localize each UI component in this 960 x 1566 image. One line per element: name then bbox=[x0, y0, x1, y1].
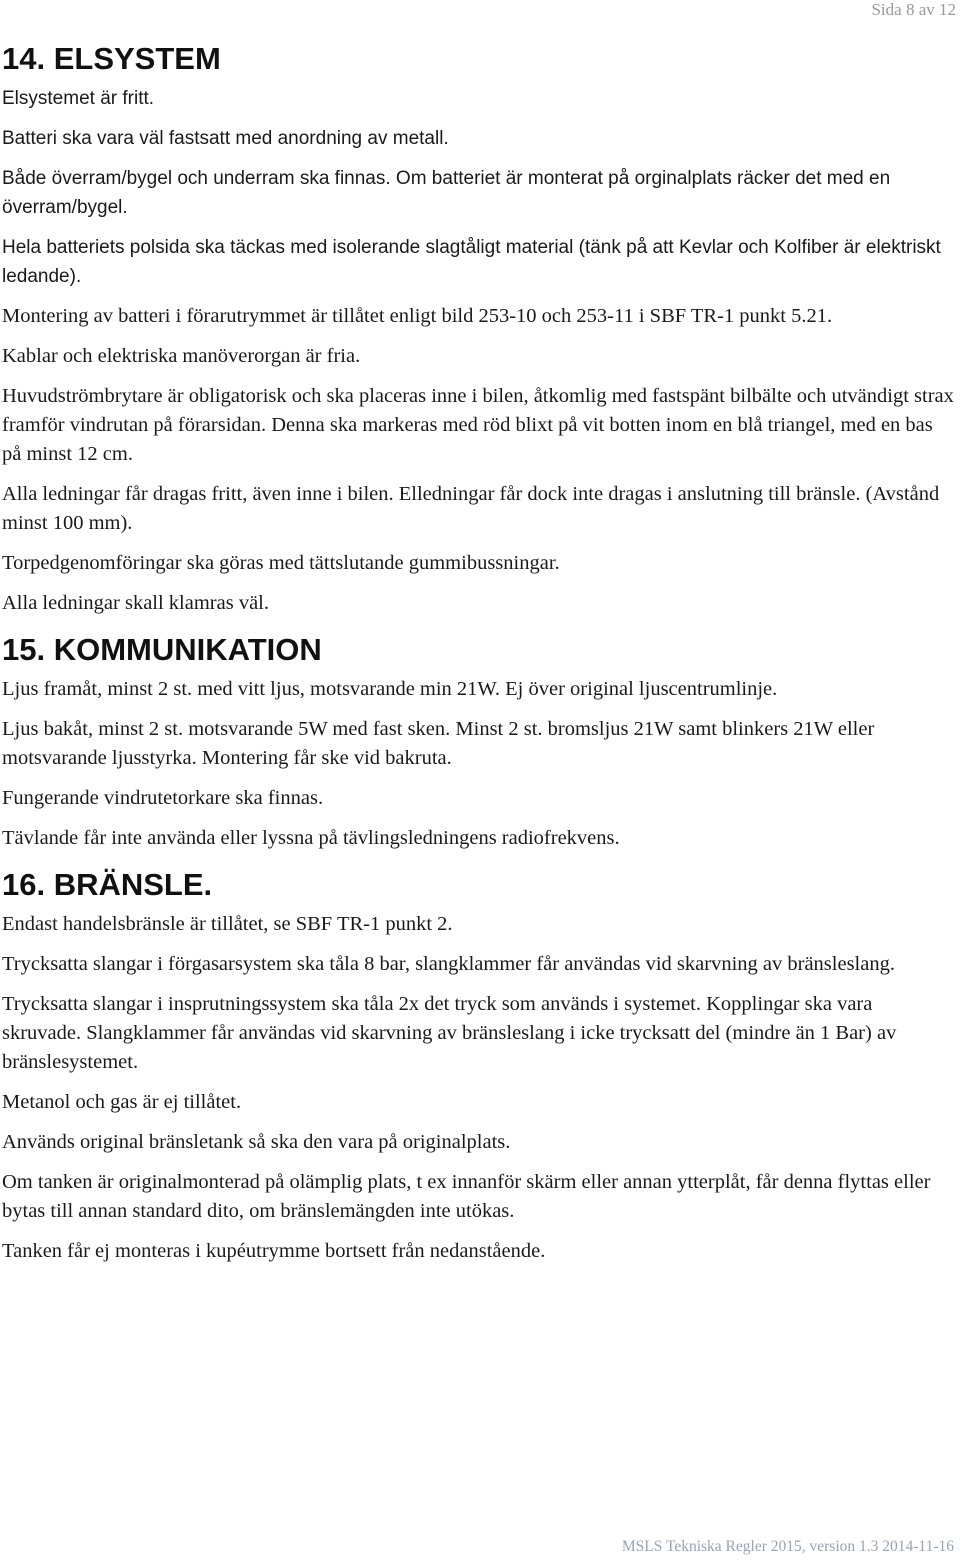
paragraph: Montering av batteri i förarutrymmet är tillåtet enligt bild 253-10 och 253-11 i SBF TR-1 punkt 5.21. bbox=[2, 305, 833, 327]
page-current: 8 bbox=[905, 0, 915, 19]
paragraph: Både överram/bygel och underram ska finnas. Om batteriet är monterat på orginalplats räcker det med en överram/bygel. bbox=[2, 168, 891, 218]
paragraph: Metanol och gas är ej tillåtet. bbox=[2, 1091, 242, 1113]
paragraph: Batteri ska vara väl fastsatt med anordning av metall. bbox=[2, 128, 449, 149]
page-of: av bbox=[918, 0, 935, 19]
paragraph: Endast handelsbränsle är tillåtet, se SBF TR-1 punkt 2. bbox=[2, 913, 453, 935]
section-heading: 16. BRÄNSLE. bbox=[2, 867, 213, 902]
paragraph: Torpedgenomföringar ska göras med tättslutande gummibussningar. bbox=[2, 552, 560, 574]
paragraph: Används original bränsletank så ska den vara på originalplats. bbox=[2, 1131, 511, 1153]
paragraph: Tävlande får inte använda eller lyssna på tävlingsledningens radiofrekvens. bbox=[2, 827, 620, 849]
section-elsystem bbox=[2, 38, 956, 618]
paragraph: Kablar och elektriska manöverorgan är fria. bbox=[2, 345, 361, 367]
page-number bbox=[871, 0, 956, 20]
paragraph: Alla ledningar skall klamras väl. bbox=[2, 592, 269, 614]
section-heading: 14. ELSYSTEM bbox=[2, 41, 221, 76]
paragraph: Ljus framåt, minst 2 st. med vitt ljus, motsvarande min 21W. Ej över original ljuscentrumlinje. bbox=[2, 678, 778, 700]
page-footer: MSLS Tekniska Regler 2015, version 1.3 2014-11-16 bbox=[621, 1538, 954, 1555]
paragraph: Huvudströmbrytare är obligatorisk och ska placeras inne i bilen, åtkomlig med fastspänt bilbälte och utvändigt strax framför vindrutan på förarsidan. Denna ska markeras med röd blixt på vit botten inom en blå triangel, med en bas på minst 12 cm. bbox=[2, 385, 954, 465]
section-heading: 15. KOMMUNIKATION bbox=[2, 632, 322, 667]
page-total: 12 bbox=[939, 0, 956, 19]
paragraph: Fungerande vindrutetorkare ska finnas. bbox=[2, 787, 324, 809]
paragraph: Om tanken är originalmonterad på olämplig plats, t ex innanför skärm eller annan ytterplåt, får denna flyttas eller bytas till annan standard dito, om bränslemängden inte utökas. bbox=[2, 1171, 931, 1222]
document-body bbox=[2, 38, 956, 1277]
section-bransle bbox=[2, 864, 956, 1266]
page-prefix: Sida bbox=[871, 0, 902, 19]
paragraph: Trycksatta slangar i insprutningssystem ska tåla 2x det tryck som används i systemet. Kopplingar ska vara skruvade. Slangklammer får användas vid skarvning av bränsleslang i icke trycksatt del (mindre än 1 Bar) av bränslesystemet. bbox=[2, 993, 897, 1073]
paragraph: Tanken får ej monteras i kupéutrymme bortsett från nedanstående. bbox=[2, 1240, 546, 1262]
paragraph: Alla ledningar får dragas fritt, även inne i bilen. Elledningar får dock inte dragas i anslutning till bränsle. (Avstånd minst 100 mm). bbox=[2, 483, 940, 534]
section-kommunikation bbox=[2, 629, 956, 853]
paragraph: Ljus bakåt, minst 2 st. motsvarande 5W med fast sken. Minst 2 st. bromsljus 21W samt blinkers 21W eller motsvarande ljusstyrka. Montering får ske vid bakruta. bbox=[2, 718, 875, 769]
paragraph: Trycksatta slangar i förgasarsystem ska tåla 8 bar, slangklammer får användas vid skarvning av bränsleslang. bbox=[2, 953, 895, 975]
paragraph: Hela batteriets polsida ska täckas med isolerande slagtåligt material (tänk på att Kevlar och Kolfiber är elektriskt ledande). bbox=[2, 237, 941, 287]
paragraph: Elsystemet är fritt. bbox=[2, 88, 155, 109]
